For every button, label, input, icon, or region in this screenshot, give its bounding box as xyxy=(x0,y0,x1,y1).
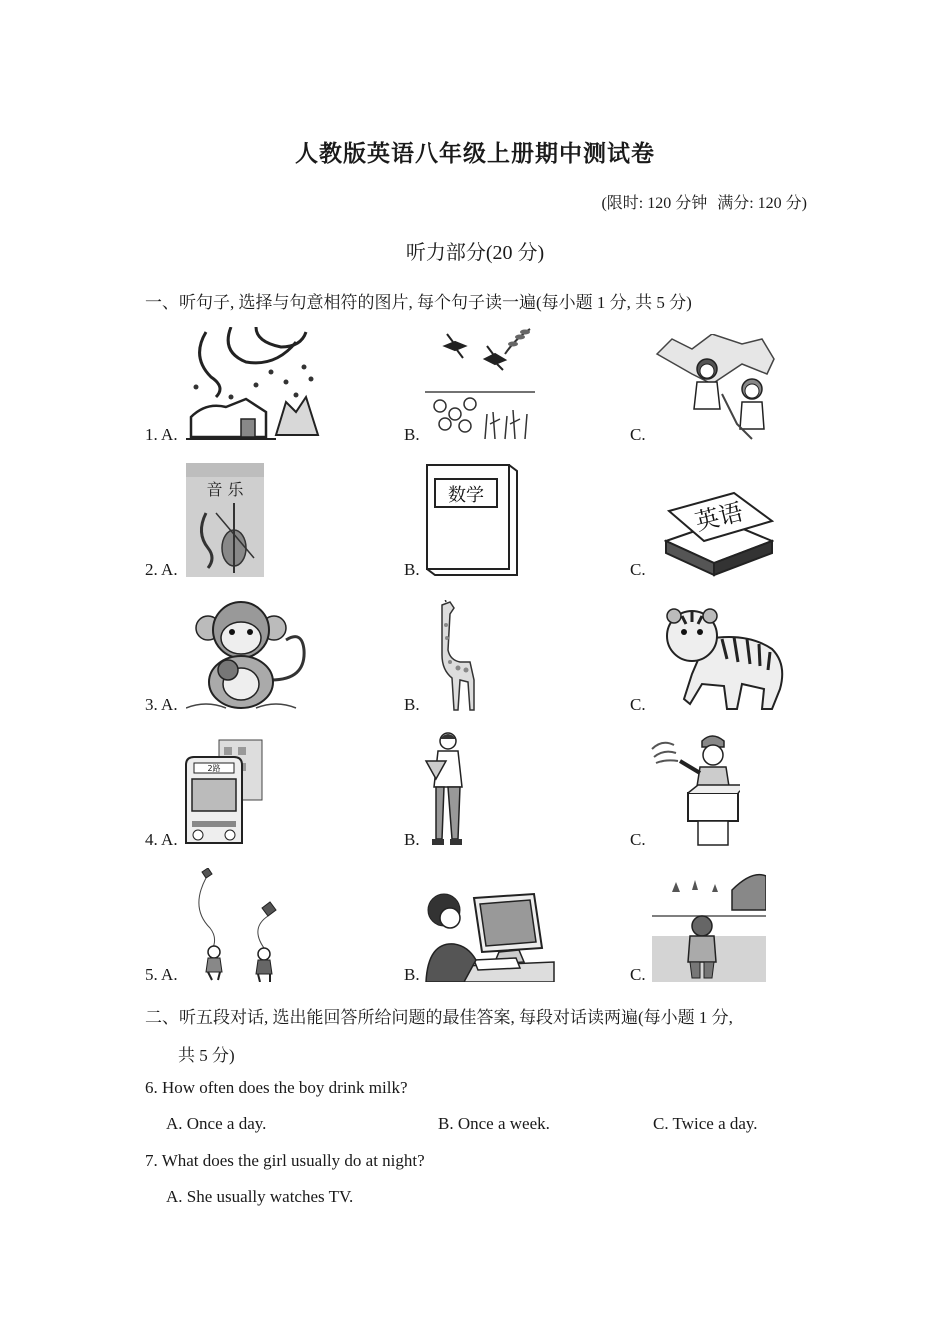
english-book-icon xyxy=(664,491,774,577)
music-book-icon xyxy=(186,463,264,577)
option-label: C. xyxy=(630,965,646,984)
giraffe-icon xyxy=(430,600,482,712)
boy-computer-icon xyxy=(424,888,556,982)
option-label: 3. A. xyxy=(145,695,178,714)
question-row-1 xyxy=(0,312,950,442)
exam-meta xyxy=(591,190,807,213)
full-score: 满分: 120 分) xyxy=(717,195,807,212)
question-row-3 xyxy=(0,582,950,712)
question-row-5 xyxy=(0,852,950,982)
question-6: 6. How often does the boy drink milk? xyxy=(145,1078,408,1097)
time-limit: (限时: 120 分钟 xyxy=(601,195,708,212)
spring-birds-flowers-icon xyxy=(425,324,535,442)
kids-mountain-climbing-icon xyxy=(652,334,777,442)
question-row-2 xyxy=(0,447,950,577)
part2-instruction-cont: 共 5 分) xyxy=(178,1046,235,1065)
english-book-title: 英语 xyxy=(692,497,746,537)
math-book-icon xyxy=(425,463,519,577)
option-label: 2. A. xyxy=(145,560,178,579)
q6-option-b: B. Once a week. xyxy=(438,1114,550,1133)
teacher-icon xyxy=(422,731,472,847)
part1-instruction: 一、听句子, 选择与句意相符的图片, 每个句子读一遍(每小题 1 分, 共 5 分) xyxy=(145,293,692,312)
part2-instruction: 二、听五段对话, 选出能回答所给问题的最佳答案, 每段对话读两遍(每小题 1 分, xyxy=(145,1008,733,1027)
math-book-title: 数学 xyxy=(448,485,484,506)
section-title: 听力部分(20 分) xyxy=(405,242,545,264)
option-label: B. xyxy=(404,830,420,849)
option-label: B. xyxy=(404,965,420,984)
q6-option-c: C. Twice a day. xyxy=(653,1114,758,1133)
bus-icon xyxy=(184,735,264,847)
q6-option-a: A. Once a day. xyxy=(166,1114,267,1133)
music-book-title: 音 乐 xyxy=(206,480,244,499)
option-label: 5. A. xyxy=(145,965,178,984)
bus-route-number: 2路 xyxy=(207,764,221,773)
option-label: B. xyxy=(404,560,420,579)
option-label: C. xyxy=(630,830,646,849)
monkey-icon xyxy=(186,600,310,712)
question-7: 7. What does the girl usually do at night? xyxy=(145,1151,425,1170)
kids-flying-kites-icon xyxy=(190,868,280,982)
tiger-icon xyxy=(662,604,786,712)
option-label: 1. A. xyxy=(145,425,178,444)
option-label: B. xyxy=(404,695,420,714)
snowy-house-icon xyxy=(186,327,321,442)
question-row-4 xyxy=(0,717,950,847)
option-label: C. xyxy=(630,560,646,579)
q7-option-a: A. She usually watches TV. xyxy=(166,1187,354,1206)
option-label: C. xyxy=(630,695,646,714)
firefighter-icon xyxy=(650,731,740,847)
option-label: B. xyxy=(404,425,420,444)
boy-at-sea-icon xyxy=(652,870,766,982)
option-label: 4. A. xyxy=(145,830,178,849)
page-title: 人教版英语八年级上册期中测试卷 xyxy=(295,141,655,167)
option-label: C. xyxy=(630,425,646,444)
